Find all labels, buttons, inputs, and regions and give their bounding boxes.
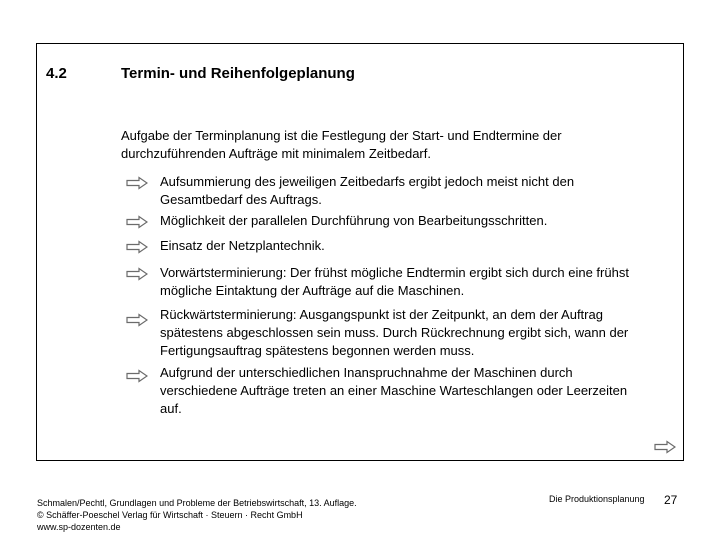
section-number: 4.2 [46, 65, 67, 82]
next-slide-arrow-icon[interactable] [654, 440, 676, 454]
arrow-right-icon [126, 313, 148, 327]
arrow-right-icon [126, 267, 148, 281]
bullet-text: Einsatz der Netzplantechnik. [160, 238, 325, 253]
bullet-text: Aufsummierung des jeweiligen Zeitbedarfs ergibt jedoch meist nicht den Gesamtbedarf des Auftrags. [160, 174, 575, 207]
footer-ref-line: © Schäffer-Poeschel Verlag für Wirtschaft · Steuern · Recht GmbH [37, 510, 303, 520]
arrow-right-icon [126, 215, 148, 229]
page-number: 27 [664, 493, 678, 507]
bullet-text: Aufgrund der unterschiedlichen Inanspruchnahme der Maschinen durch verschiedene Aufträge treten an einer Maschine Warteschlangen oder Leerzeiten auf. [160, 365, 628, 416]
section-title: Termin- und Reihenfolgeplanung [121, 65, 355, 82]
arrow-right-icon [126, 240, 148, 254]
intro-paragraph: Aufgabe der Terminplanung ist die Festlegung der Start- und Endtermine der durchzuführenden Aufträge mit minimalem Zeitbedarf. [121, 128, 562, 161]
arrow-right-icon [126, 176, 148, 190]
bullet-text: Vorwärtsterminierung: Der frühst mögliche Endtermin ergibt sich durch eine frühst mögliche Eintaktung der Aufträge auf die Maschinen. [160, 265, 629, 298]
arrow-right-icon [126, 369, 148, 383]
footer-reference [37, 497, 357, 533]
footer-ref-line: Schmalen/Pechtl, Grundlagen und Probleme der Betriebswirtschaft, 13. Auflage. [37, 498, 357, 508]
footer-website-link[interactable]: www.sp-dozenten.de [37, 522, 121, 532]
bullet-text: Rückwärtsterminierung: Ausgangspunkt ist der Zeitpunkt, an dem der Auftrag spätestens abgeschlossen sein muss. Durch Rückrechnung ergibt sich, wann der Fertigungsauftrag spätestens begonnen werden muss. [160, 307, 629, 358]
footer-chapter: Die Produktionsplanung [549, 494, 645, 504]
bullet-text: Möglichkeit der parallelen Durchführung von Bearbeitungsschritten. [160, 213, 548, 228]
